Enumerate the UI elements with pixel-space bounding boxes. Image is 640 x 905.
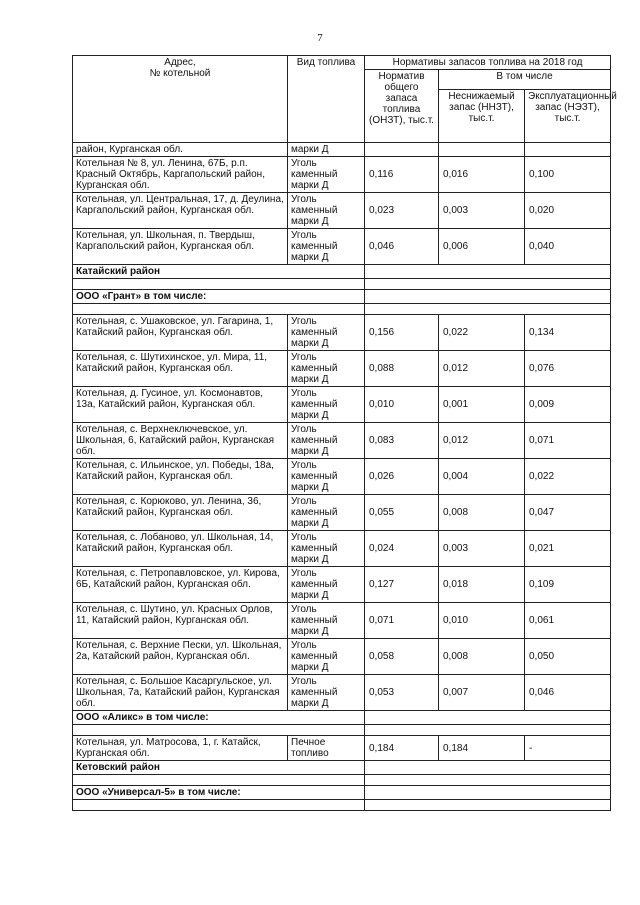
nezt-value-cell: 0,134 (525, 315, 611, 351)
onzt-value-cell: 0,053 (365, 675, 439, 711)
nezt-value-cell: 0,109 (525, 567, 611, 603)
boiler-address-cell: Котельная, с. Большое Касаргульское, ул. Школьная, 7а, Катайский район, Курганская обл. (73, 675, 288, 711)
onzt-column-header: Норматив общего запаса топлива (ОНЗТ), тыс.т. (365, 70, 439, 143)
onzt-value-cell (365, 143, 439, 157)
table-row (73, 229, 611, 265)
nnzt-value-cell (439, 143, 525, 157)
boiler-address-cell: Котельная, с. Верхнеключевское, ул. Школьная, 6, Катайский район, Курганская обл. (73, 423, 288, 459)
nezt-value-cell: 0,020 (525, 193, 611, 229)
table-row (73, 567, 611, 603)
onzt-value-cell: 0,083 (365, 423, 439, 459)
boiler-address-cell: Котельная, с. Шутино, ул. Красных Орлов, 11, Катайский район, Курганская обл. (73, 603, 288, 639)
page-number: 7 (317, 32, 323, 44)
table-row (73, 193, 611, 229)
nnzt-value-cell: 0,010 (439, 603, 525, 639)
fuel-type-column-header: Вид топлива (288, 56, 365, 143)
district-name: Кетовский район (73, 761, 365, 775)
nezt-column-header: Эксплуатационный запас (НЭЗТ), тыс.т. (525, 90, 611, 143)
table-row (73, 387, 611, 423)
fuel-type-cell: Уголь каменный марки Д (288, 495, 365, 531)
fuel-type-cell: Уголь каменный марки Д (288, 315, 365, 351)
empty-cell (365, 265, 611, 279)
table-row (73, 315, 611, 351)
onzt-value-cell: 0,024 (365, 531, 439, 567)
fuel-type-cell: Уголь каменный марки Д (288, 387, 365, 423)
district-row (73, 265, 611, 279)
spacer-cell (365, 800, 611, 811)
fuel-type-cell: Уголь каменный марки Д (288, 193, 365, 229)
organization-name: ООО «Универсал-5» в том числе: (73, 786, 365, 800)
fuel-type-cell: Уголь каменный марки Д (288, 351, 365, 387)
nezt-value-cell: 0,022 (525, 459, 611, 495)
table-row (73, 143, 611, 157)
onzt-value-cell: 0,023 (365, 193, 439, 229)
table-body (73, 143, 611, 811)
nezt-value-cell: 0,061 (525, 603, 611, 639)
table-row (73, 459, 611, 495)
boiler-address-cell: Котельная, с. Ушаковское, ул. Гагарина, 1, Катайский район, Курганская обл. (73, 315, 288, 351)
onzt-value-cell: 0,184 (365, 736, 439, 761)
spacer-cell (365, 725, 611, 736)
district-name: Катайский район (73, 265, 365, 279)
nnzt-value-cell: 0,022 (439, 315, 525, 351)
table-row (73, 675, 611, 711)
fuel-type-cell: Уголь каменный марки Д (288, 229, 365, 265)
empty-cell (365, 290, 611, 304)
spacer-cell (365, 279, 611, 290)
fuel-type-cell: Уголь каменный марки Д (288, 603, 365, 639)
empty-cell (365, 761, 611, 775)
boiler-address-cell: Котельная, ул. Центральная, 17, д. Деулина, Каргапольский район, Курганская обл. (73, 193, 288, 229)
nnzt-column-header: Неснижаемый запас (ННЗТ), тыс.т. (439, 90, 525, 143)
nnzt-value-cell: 0,003 (439, 193, 525, 229)
onzt-value-cell: 0,116 (365, 157, 439, 193)
onzt-value-cell: 0,046 (365, 229, 439, 265)
fuel-type-cell: Печное топливо (288, 736, 365, 761)
table-row (73, 351, 611, 387)
fuel-type-cell: марки Д (288, 143, 365, 157)
spacer-cell (73, 279, 365, 290)
fuel-type-cell: Уголь каменный марки Д (288, 423, 365, 459)
nezt-value-cell: 0,050 (525, 639, 611, 675)
nezt-value-cell: 0,047 (525, 495, 611, 531)
boiler-address-cell: Котельная, ул. Школьная, п. Твердыш, Каргапольский район, Курганская обл. (73, 229, 288, 265)
empty-cell (365, 786, 611, 800)
boiler-address-cell: Котельная, д. Гусиное, ул. Космонавтов, 13а, Катайский район, Курганская обл. (73, 387, 288, 423)
table-row (73, 157, 611, 193)
boiler-address-cell: район, Курганская обл. (73, 143, 288, 157)
nnzt-value-cell: 0,018 (439, 567, 525, 603)
table-row (73, 495, 611, 531)
onzt-value-cell: 0,055 (365, 495, 439, 531)
nnzt-value-cell: 0,008 (439, 495, 525, 531)
fuel-type-cell: Уголь каменный марки Д (288, 567, 365, 603)
nnzt-value-cell: 0,016 (439, 157, 525, 193)
including-header: В том числе (439, 70, 611, 90)
spacer-cell (365, 304, 611, 315)
fuel-type-cell: Уголь каменный марки Д (288, 675, 365, 711)
boiler-address-cell: Котельная, ул. Матросова, 1, г. Катайск, Курганская обл. (73, 736, 288, 761)
boiler-address-cell: Котельная, с. Ильинское, ул. Победы, 18а, Катайский район, Курганская обл. (73, 459, 288, 495)
spacer-cell (73, 725, 365, 736)
organization-row (73, 290, 611, 304)
boiler-address-cell: Котельная, с. Петропавловское, ул. Кирова, 6Б, Катайский район, Курганская обл. (73, 567, 288, 603)
fuel-type-cell: Уголь каменный марки Д (288, 459, 365, 495)
nezt-value-cell: 0,071 (525, 423, 611, 459)
spacer-cell (73, 304, 365, 315)
nnzt-value-cell: 0,008 (439, 639, 525, 675)
fuel-type-cell: Уголь каменный марки Д (288, 639, 365, 675)
onzt-value-cell: 0,088 (365, 351, 439, 387)
boiler-address-cell: Котельная, с. Корюково, ул. Ленина, 36, Катайский район, Курганская обл. (73, 495, 288, 531)
address-column-header: Адрес, № котельной (73, 56, 288, 143)
organization-row (73, 786, 611, 800)
table-row (73, 639, 611, 675)
nezt-value-cell: 0,076 (525, 351, 611, 387)
nnzt-value-cell: 0,012 (439, 351, 525, 387)
nnzt-value-cell: 0,003 (439, 531, 525, 567)
fuel-type-cell: Уголь каменный марки Д (288, 157, 365, 193)
spacer-row (73, 304, 611, 315)
norms-title-header: Нормативы запасов топлива на 2018 год (365, 56, 611, 70)
nezt-value-cell: - (525, 736, 611, 761)
spacer-cell (365, 775, 611, 786)
nezt-value-cell: 0,009 (525, 387, 611, 423)
nnzt-value-cell: 0,184 (439, 736, 525, 761)
boiler-address-cell: Котельная, с. Верхние Пески, ул. Школьная, 2а, Катайский район, Курганская обл. (73, 639, 288, 675)
onzt-value-cell: 0,156 (365, 315, 439, 351)
district-row (73, 761, 611, 775)
nezt-value-cell: 0,100 (525, 157, 611, 193)
onzt-value-cell: 0,071 (365, 603, 439, 639)
organization-row (73, 711, 611, 725)
nezt-value-cell: 0,021 (525, 531, 611, 567)
nnzt-value-cell: 0,006 (439, 229, 525, 265)
nnzt-value-cell: 0,007 (439, 675, 525, 711)
nezt-value-cell (525, 143, 611, 157)
nnzt-value-cell: 0,012 (439, 423, 525, 459)
empty-cell (365, 711, 611, 725)
onzt-value-cell: 0,058 (365, 639, 439, 675)
onzt-value-cell: 0,127 (365, 567, 439, 603)
nnzt-value-cell: 0,001 (439, 387, 525, 423)
table-row (73, 736, 611, 761)
spacer-row (73, 725, 611, 736)
spacer-cell (73, 775, 365, 786)
nnzt-value-cell: 0,004 (439, 459, 525, 495)
table-row (73, 603, 611, 639)
fuel-norms-table (72, 55, 617, 811)
boiler-address-cell: Котельная, с. Шутихинское, ул. Мира, 11, Катайский район, Курганская обл. (73, 351, 288, 387)
onzt-value-cell: 0,026 (365, 459, 439, 495)
table-row (73, 423, 611, 459)
boiler-address-cell: Котельная № 8, ул. Ленина, 67Б, р.п. Красный Октябрь, Каргапольский район, Курганская обл. (73, 157, 288, 193)
boiler-address-cell: Котельная, с. Лобаново, ул. Школьная, 14, Катайский район, Курганская обл. (73, 531, 288, 567)
spacer-row (73, 775, 611, 786)
organization-name: ООО «Аликс» в том числе: (73, 711, 365, 725)
nezt-value-cell: 0,040 (525, 229, 611, 265)
onzt-value-cell: 0,010 (365, 387, 439, 423)
organization-name: ООО «Грант» в том числе: (73, 290, 365, 304)
spacer-row (73, 800, 611, 811)
table-row (73, 531, 611, 567)
fuel-type-cell: Уголь каменный марки Д (288, 531, 365, 567)
spacer-row (73, 279, 611, 290)
nezt-value-cell: 0,046 (525, 675, 611, 711)
spacer-cell (73, 800, 365, 811)
